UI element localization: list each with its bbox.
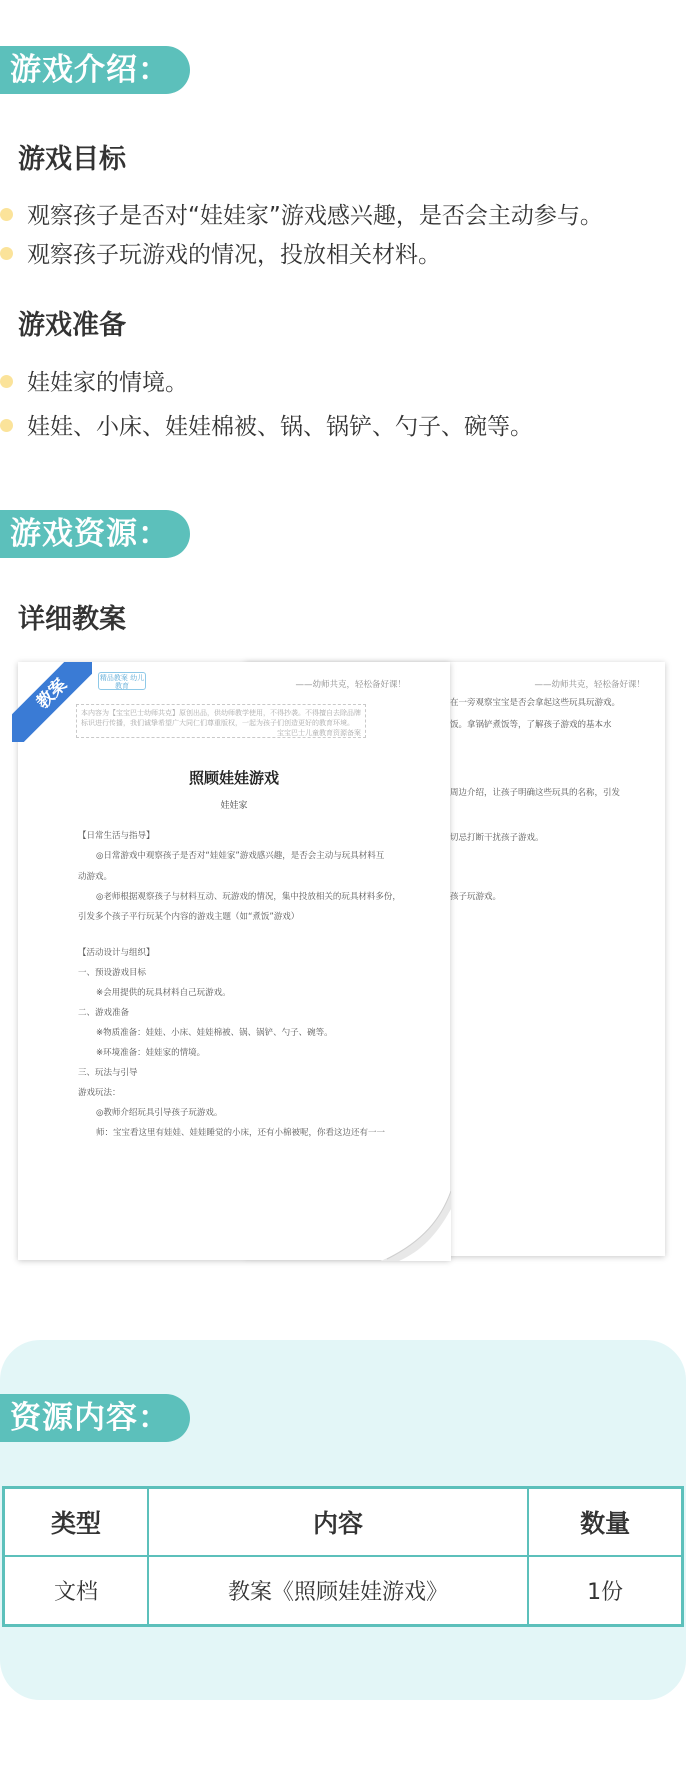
bullet-dot-icon xyxy=(0,419,13,432)
prep-item xyxy=(0,364,188,397)
doc-subtitle: 娃娃家 xyxy=(220,801,248,811)
page-slogan: ——幼师共克，轻松备好课！ xyxy=(534,680,645,690)
table-header-row xyxy=(4,1488,683,1556)
doc-line: 孩子玩游戏。 xyxy=(450,892,502,902)
column-header-quantity: 数量 xyxy=(528,1488,682,1556)
doc-line: 在一旁观察宝宝是否会拿起这些玩具玩游戏。 xyxy=(450,698,621,708)
doc-line: 【日常生活与指导】 xyxy=(78,831,155,841)
doc-line: 切忌打断干扰孩子游戏。 xyxy=(450,833,544,843)
doc-title: 照顾娃娃游戏 xyxy=(188,769,279,787)
cell-type: 文档 xyxy=(4,1556,148,1626)
prep-item xyxy=(0,408,533,441)
doc-line: 饭。拿锅铲煮饭等，了解孩子游戏的基本水 xyxy=(450,720,612,730)
doc-line: 游戏玩法： xyxy=(78,1088,121,1098)
doc-line: 三、玩法与引导 xyxy=(78,1068,138,1078)
copyright-notice-sign: 宝宝巴士儿童教育资源备案 xyxy=(277,729,361,737)
doc-line: 【活动设计与组织】 xyxy=(78,948,155,958)
goal-heading-text: 游戏目标 xyxy=(18,144,126,175)
table-row xyxy=(4,1556,683,1626)
doc-line: 周边介绍，让孩子明确这些玩具的名称，引发 xyxy=(450,788,621,798)
page-curl-icon xyxy=(381,1191,451,1261)
section-heading-content: 资源内容： xyxy=(0,1394,190,1442)
doc-line: 一、预设游戏目标 xyxy=(78,968,147,978)
doc-line: 师：宝宝看这里有娃娃、娃娃睡觉的小床，还有小棉被呢，你看这边还有一一 xyxy=(96,1128,386,1138)
bullet-dot-icon xyxy=(0,247,13,260)
plan-heading-text: 详细教案 xyxy=(18,604,126,635)
doc-line: ※会用提供的玩具材料自己玩游戏。 xyxy=(96,988,231,998)
copyright-notice xyxy=(76,704,366,738)
plan-heading xyxy=(18,597,126,636)
column-header-type: 类型 xyxy=(4,1488,148,1556)
section-heading-intro: 游戏介绍： xyxy=(0,46,190,94)
prep-heading xyxy=(18,303,126,342)
doc-line: 动游戏。 xyxy=(78,872,113,882)
cell-quantity: 1份 xyxy=(528,1556,682,1626)
bullet-dot-icon xyxy=(0,208,13,221)
document-page-front xyxy=(18,662,450,1260)
doc-line: 引发多个孩子平行玩某个内容的游戏主题（如“煮饭”游戏） xyxy=(78,912,300,922)
resource-table xyxy=(2,1486,684,1627)
section-heading-resource: 游戏资源： xyxy=(0,510,190,558)
goal-heading xyxy=(18,137,126,176)
prep-item-text: 娃娃、小床、娃娃棉被、锅、锅铲、勺子、碗等。 xyxy=(27,414,533,440)
doc-line: ※环境准备：娃娃家的情境。 xyxy=(96,1048,206,1058)
goal-item-text: 观察孩子玩游戏的情况，投放相关材料。 xyxy=(27,242,441,268)
doc-line: ※物质准备：娃娃、小床、娃娃棉被、锅、锅铲、勺子、碗等。 xyxy=(96,1028,333,1038)
bullet-dot-icon xyxy=(0,375,13,388)
brand-logo: 精品教案 幼儿教育 xyxy=(99,674,145,690)
page-slogan: ——幼师共克，轻松备好课！ xyxy=(295,680,406,690)
prep-heading-text: 游戏准备 xyxy=(18,310,126,341)
doc-line: ◎日常游戏中观察孩子是否对“娃娃家”游戏感兴趣，是否会主动与玩具材料互 xyxy=(96,851,385,861)
prep-item-text: 娃娃家的情境。 xyxy=(27,370,188,396)
goal-item xyxy=(0,236,441,269)
doc-line: ◎老师根据观察孩子与材料互动、玩游戏的情况，集中投放相关的玩具材料多份， xyxy=(96,892,401,902)
doc-line: ◎教师介绍玩具引导孩子玩游戏。 xyxy=(96,1108,223,1118)
goal-item-text: 观察孩子是否对“娃娃家”游戏感兴趣，是否会主动参与。 xyxy=(27,203,603,229)
column-header-content: 内容 xyxy=(148,1488,528,1556)
doc-line: 二、游戏准备 xyxy=(78,1008,130,1018)
copyright-notice-text: 本内容为【宝宝巴士幼师共克】原创出品，供幼师教学使用，不得抄袭。不得擅自去除品牌标识进行传播，我们诚挚希望广大同仁们尊重版权，一起为孩子们创造更好的教育环境。 xyxy=(81,709,361,727)
doc-ribbon-label: 教案 xyxy=(12,662,92,742)
goal-item xyxy=(0,197,603,230)
cell-content: 教案《照顾娃娃游戏》 xyxy=(148,1556,528,1626)
